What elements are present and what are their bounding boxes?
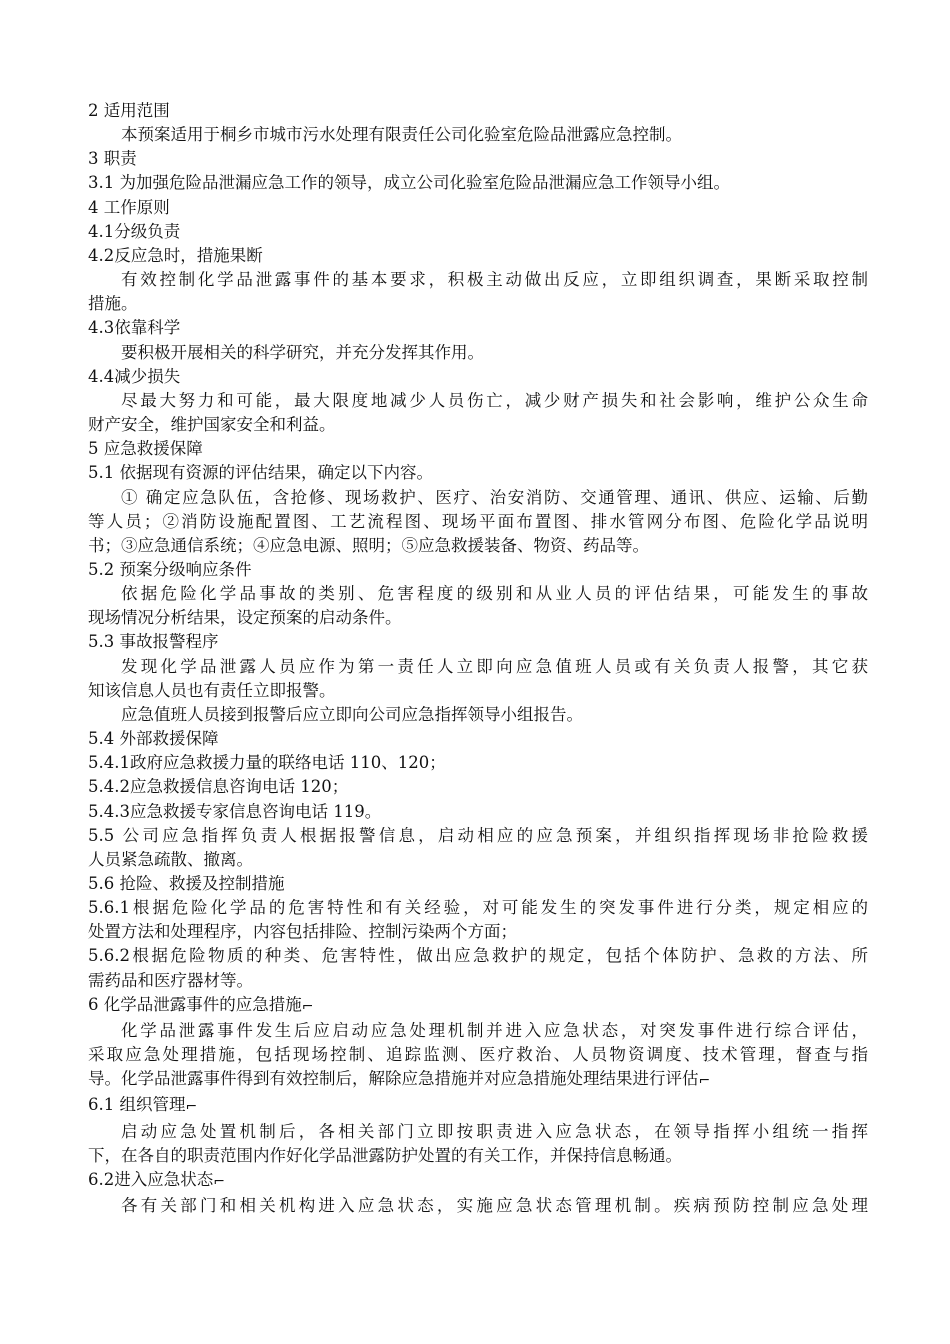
text-line-content: 2 适用范围 — [88, 101, 170, 120]
text-line — [88, 800, 868, 824]
text-line-content: 尽最大努力和可能，最大限度地减少人员伤亡，减少财产损失和社会影响，维护公众生命 — [121, 390, 868, 410]
text-line-content: 5.6.2根据危险物质的种类、危害特性，做出应急救护的规定，包括个体防护、急救的方法、所 — [88, 946, 868, 966]
text-line — [88, 389, 868, 413]
text-line — [88, 534, 868, 558]
text-line-content: 导。化学品泄露事件得到有效控制后，解除应急措施并对应急措施处理结果进行评估 — [88, 1069, 699, 1089]
text-line — [88, 775, 868, 799]
text-line-content: 处置方法和处理程序，内容包括排险、控制污染两个方面； — [88, 922, 517, 942]
text-line — [88, 244, 868, 268]
text-line — [88, 824, 868, 848]
text-line-content: 现场情况分析结果，设定预案的启动条件。 — [88, 608, 402, 628]
text-line-content: 发现化学品泄露人员应作为第一责任人立即向应急值班人员或有关负责人报警，其它获 — [121, 656, 868, 676]
text-line-content: 需药品和医疗器材等。 — [88, 970, 253, 990]
text-line — [88, 703, 868, 727]
text-line — [88, 1067, 868, 1093]
text-line — [88, 920, 868, 944]
text-line-content: 6.1 组织管理 — [88, 1095, 186, 1115]
text-line — [88, 582, 868, 606]
text-line-content: 5 应急救援保障 — [88, 439, 203, 459]
text-line-content: 4.4减少损失 — [88, 366, 181, 386]
text-line-content: 4 工作原则 — [88, 197, 170, 217]
text-line — [88, 727, 868, 751]
text-line — [88, 341, 868, 365]
text-line-content: 5.2 预案分级响应条件 — [88, 559, 252, 579]
text-line — [88, 1194, 868, 1218]
text-line — [88, 147, 868, 171]
text-line — [88, 413, 868, 437]
text-line-content: 要积极开展相关的科学研究，并充分发挥其作用。 — [121, 342, 484, 362]
text-line-content: 下，在各自的职责范围内作好化学品泄露防护处置的有关工作，并保持信息畅通。 — [88, 1145, 682, 1165]
text-line-content: 6 化学品泄露事件的应急措施 — [88, 994, 302, 1014]
text-line-content: 4.1分级负责 — [88, 221, 181, 241]
text-line-content: 5.4.3应急救援专家信息咨询电话 119。 — [88, 801, 382, 821]
text-line — [88, 316, 868, 340]
text-line — [88, 437, 868, 461]
text-line — [88, 365, 868, 389]
text-line — [88, 171, 868, 195]
text-line-content: 5.5 公司应急指挥负责人根据报警信息，启动相应的应急预案，并组织指挥现场非抢险救援 — [88, 825, 868, 845]
text-line-content: 5.4.2应急救援信息咨询电话 120； — [88, 777, 349, 797]
text-line-content: ① 确定应急队伍，含抢修、现场救护、医疗、治安消防、交通管理、通讯、供应、运输、后勤 — [121, 487, 868, 507]
paragraph-mark-icon: ⌐ — [185, 1099, 198, 1116]
text-line-content: 措施。 — [88, 294, 138, 314]
text-line-content: 书；③应急通信系统；④应急电源、照明；⑤应急救援装备、物资、药品等。 — [88, 535, 649, 555]
text-line-content: 3.1 为加强危险品泄漏应急工作的领导，成立公司化验室危险品泄漏应急工作领导小组。 — [88, 173, 730, 193]
text-line — [88, 655, 868, 679]
text-line — [88, 558, 868, 582]
text-line — [88, 679, 868, 703]
text-line — [88, 486, 868, 510]
paragraph-mark-icon: ⌐ — [301, 998, 314, 1015]
text-line — [88, 630, 868, 654]
paragraph-mark-icon: ⌐ — [698, 1073, 711, 1090]
text-line — [88, 606, 868, 630]
text-line-content: 有效控制化学品泄露事件的基本要求，积极主动做出反应，立即组织调查，果断采取控制 — [121, 270, 868, 290]
text-line-content: 各有关部门和相关机构进入应急状态，实施应急状态管理机制。疾病预防控制应急处理 — [121, 1196, 868, 1216]
text-line — [88, 1043, 868, 1067]
text-line-content: 5.1 依据现有资源的评估结果，确定以下内容。 — [88, 463, 433, 483]
text-line-content: 财产安全，维护国家安全和利益。 — [88, 415, 336, 435]
text-line-content: 5.6 抢险、救援及控制措施 — [88, 874, 285, 893]
text-line — [88, 1093, 868, 1119]
text-line — [88, 944, 868, 968]
text-line — [88, 268, 868, 292]
text-line — [88, 969, 868, 993]
text-line — [88, 751, 868, 775]
paragraph-mark-icon: ⌐ — [213, 1173, 225, 1190]
text-line — [88, 196, 868, 220]
text-line-content: 人员紧急疏散、撤离。 — [88, 849, 253, 869]
text-line-content: 应急值班人员接到报警后应立即向公司应急指挥领导小组报告。 — [121, 704, 583, 724]
text-line-content: 化学品泄露事件发生后应启动应急处理机制并进入应急状态，对突发事件进行综合评估， — [121, 1020, 868, 1040]
text-line — [88, 1120, 868, 1144]
text-line — [88, 1019, 868, 1043]
text-line-content: 4.2反应急时，措施果断 — [88, 245, 263, 265]
text-line-content: 6.2进入应急状态 — [88, 1169, 214, 1189]
text-line — [88, 292, 868, 316]
text-line — [88, 993, 868, 1019]
text-line-content: 采取应急处理措施，包括现场控制、追踪监测、医疗救治、人员物资调度、技术管理，督查与指 — [88, 1045, 868, 1065]
text-line — [88, 872, 868, 896]
text-line — [88, 99, 868, 123]
text-line-content: 3 职责 — [88, 149, 137, 169]
text-line-content: 4.3依靠科学 — [88, 318, 181, 338]
document-page — [88, 99, 868, 1218]
text-line — [88, 1144, 868, 1168]
text-line-content: 等人员；②消防设施配置图、工艺流程图、现场平面布置图、排水管网分布图、危险化学品说明 — [88, 511, 868, 531]
text-line — [88, 848, 868, 872]
text-line — [88, 1168, 868, 1194]
text-line-content: 启动应急处置机制后，各相关部门立即按职责进入应急状态，在领导指挥小组统一指挥 — [121, 1121, 868, 1141]
text-line-content: 知该信息人员也有责任立即报警。 — [88, 680, 336, 700]
text-line — [88, 123, 868, 147]
text-line — [88, 896, 868, 920]
text-line — [88, 461, 868, 485]
text-line — [88, 510, 868, 534]
text-line-content: 5.6.1根据危险化学品的危害特性和有关经验，对可能发生的突发事件进行分类，规定相应的 — [88, 898, 868, 918]
text-line-content: 本预案适用于桐乡市城市污水处理有限责任公司化验室危险品泄露应急控制。 — [121, 125, 682, 145]
text-line — [88, 220, 868, 244]
text-line-content: 依据危险化学品事故的类别、危害程度的级别和从业人员的评估结果，可能发生的事故 — [121, 584, 868, 604]
text-line-content: 5.4 外部救援保障 — [88, 729, 219, 749]
text-line-content: 5.3 事故报警程序 — [88, 632, 219, 652]
text-line-content: 5.4.1政府应急救援力量的联络电话 110、120； — [88, 753, 446, 773]
